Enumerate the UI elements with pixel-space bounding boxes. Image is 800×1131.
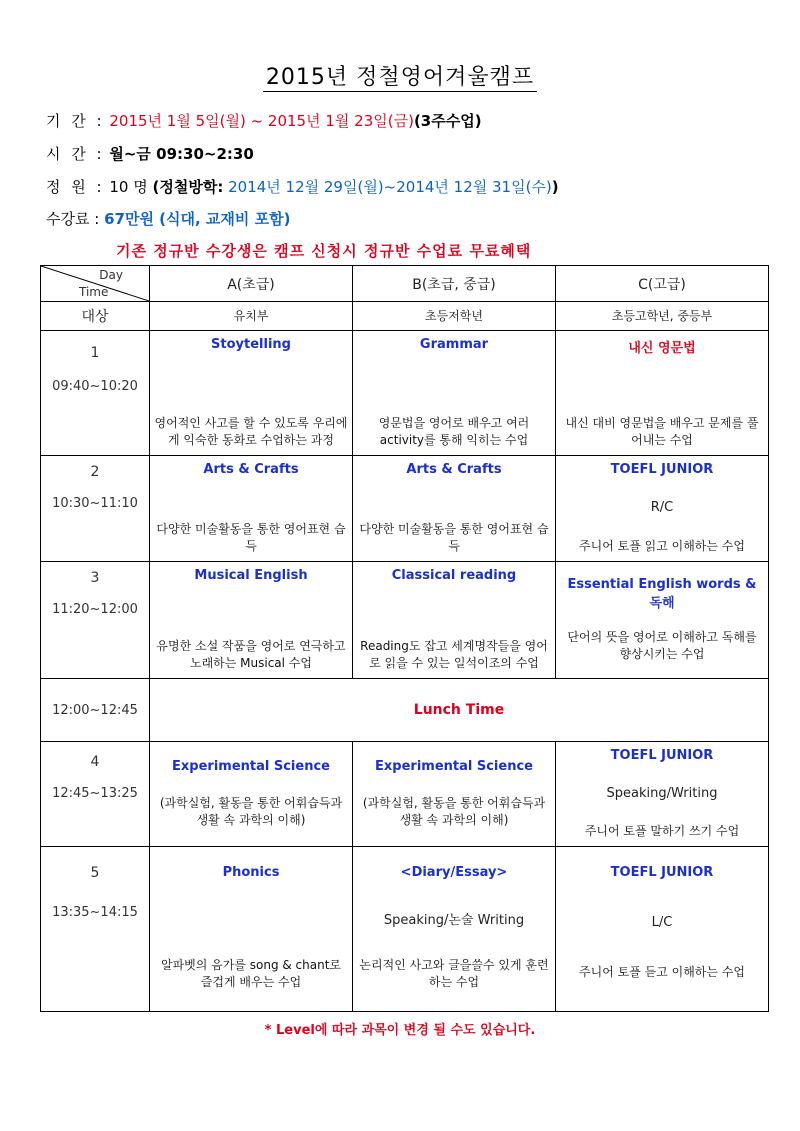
info-period: 기 간 : 2015년 1월 5일(월) ~ 2015년 1월 23일(금)(3주수업) — [46, 112, 482, 130]
period-time-cell: 4 12:45~13:25 — [41, 742, 150, 847]
column-header-b: B(초급, 중급) — [353, 266, 556, 302]
target-row — [41, 302, 769, 331]
corner-cell: Day Time — [41, 266, 150, 302]
info-time: 시 간 : 월~금 09:30~2:30 — [46, 145, 254, 163]
target-a: 유치부 — [150, 302, 353, 331]
course-cell: 내신 영문법 내신 대비 영문법을 배우고 문제를 풀어내는 수업 — [556, 331, 769, 456]
period-row — [41, 456, 769, 562]
column-header-c: C(고급) — [556, 266, 769, 302]
header-row — [41, 266, 769, 302]
period-time-cell: 1 09:40~10:20 — [41, 331, 150, 456]
course-cell: Stoytelling 영어적인 사고를 할 수 있도록 우리에게 익숙한 동화로 수업하는 과정 — [150, 331, 353, 456]
column-header-a: A(초급) — [150, 266, 353, 302]
lunch-row — [41, 679, 769, 742]
course-cell: Arts & Crafts 다양한 미술활동을 통한 영어표현 습득 — [150, 456, 353, 562]
course-cell: TOEFL JUNIOR L/C 주니어 토플 듣고 이해하는 수업 — [556, 847, 769, 1012]
notice-text: 기존 정규반 수강생은 캠프 신청시 정규반 수업료 무료혜택 — [116, 242, 532, 260]
course-cell: Experimental Science (과학실험, 활동을 통한 어휘습득과 생활 속 과학의 이해) — [150, 742, 353, 847]
lunch-label: Lunch Time — [150, 679, 769, 742]
course-cell: Experimental Science (과학실험, 활동을 통한 어휘습득과 생활 속 과학의 이해) — [353, 742, 556, 847]
footnote: * Level에 따라 과목이 변경 될 수도 있습니다. — [264, 1023, 536, 1038]
period-row — [41, 331, 769, 456]
course-cell: Phonics 알파벳의 음가를 song & chant로 즐겁게 배우는 수업 — [150, 847, 353, 1012]
period-row — [41, 847, 769, 1012]
course-cell: Essential English words & 독해 단어의 뜻을 영어로 이해하고 독해를 향상시키는 수업 — [556, 562, 769, 679]
schedule-table — [40, 265, 769, 1012]
course-cell: Musical English 유명한 소설 작품을 영어로 연극하고 노래하는 Musical 수업 — [150, 562, 353, 679]
info-capacity: 정 원 : 10 명 (정철방학: 2014년 12월 29일(월)~2014년 12월 31일(수)) — [46, 178, 559, 196]
period-time-cell: 3 11:20~12:00 — [41, 562, 150, 679]
course-cell: <Diary/Essay> Speaking/논술 Writing 논리적인 사고와 글을쓸수 있게 훈련하는 수업 — [353, 847, 556, 1012]
period-row — [41, 562, 769, 679]
course-cell: Arts & Crafts 다양한 미술활동을 통한 영어표현 습득 — [353, 456, 556, 562]
target-b: 초등저학년 — [353, 302, 556, 331]
period-time-cell: 5 13:35~14:15 — [41, 847, 150, 1012]
page-title: 2015년 정철영어겨울캠프 — [0, 60, 800, 91]
target-c: 초등고학년, 중등부 — [556, 302, 769, 331]
info-fee: 수강료 : 67만원 (식대, 교재비 포함) — [46, 210, 291, 228]
course-cell: Classical reading Reading도 잡고 세계명작들을 영어로 읽을 수 있는 일석이조의 수업 — [353, 562, 556, 679]
course-cell: Grammar 영문법을 영어로 배우고 여러 activity를 통해 익히는 수업 — [353, 331, 556, 456]
lunch-time: 12:00~12:45 — [41, 679, 150, 742]
course-cell: TOEFL JUNIOR R/C 주니어 토플 읽고 이해하는 수업 — [556, 456, 769, 562]
course-cell: TOEFL JUNIOR Speaking/Writing 주니어 토플 말하기 쓰기 수업 — [556, 742, 769, 847]
target-label: 대상 — [41, 302, 150, 331]
period-row — [41, 742, 769, 847]
period-time-cell: 2 10:30~11:10 — [41, 456, 150, 562]
